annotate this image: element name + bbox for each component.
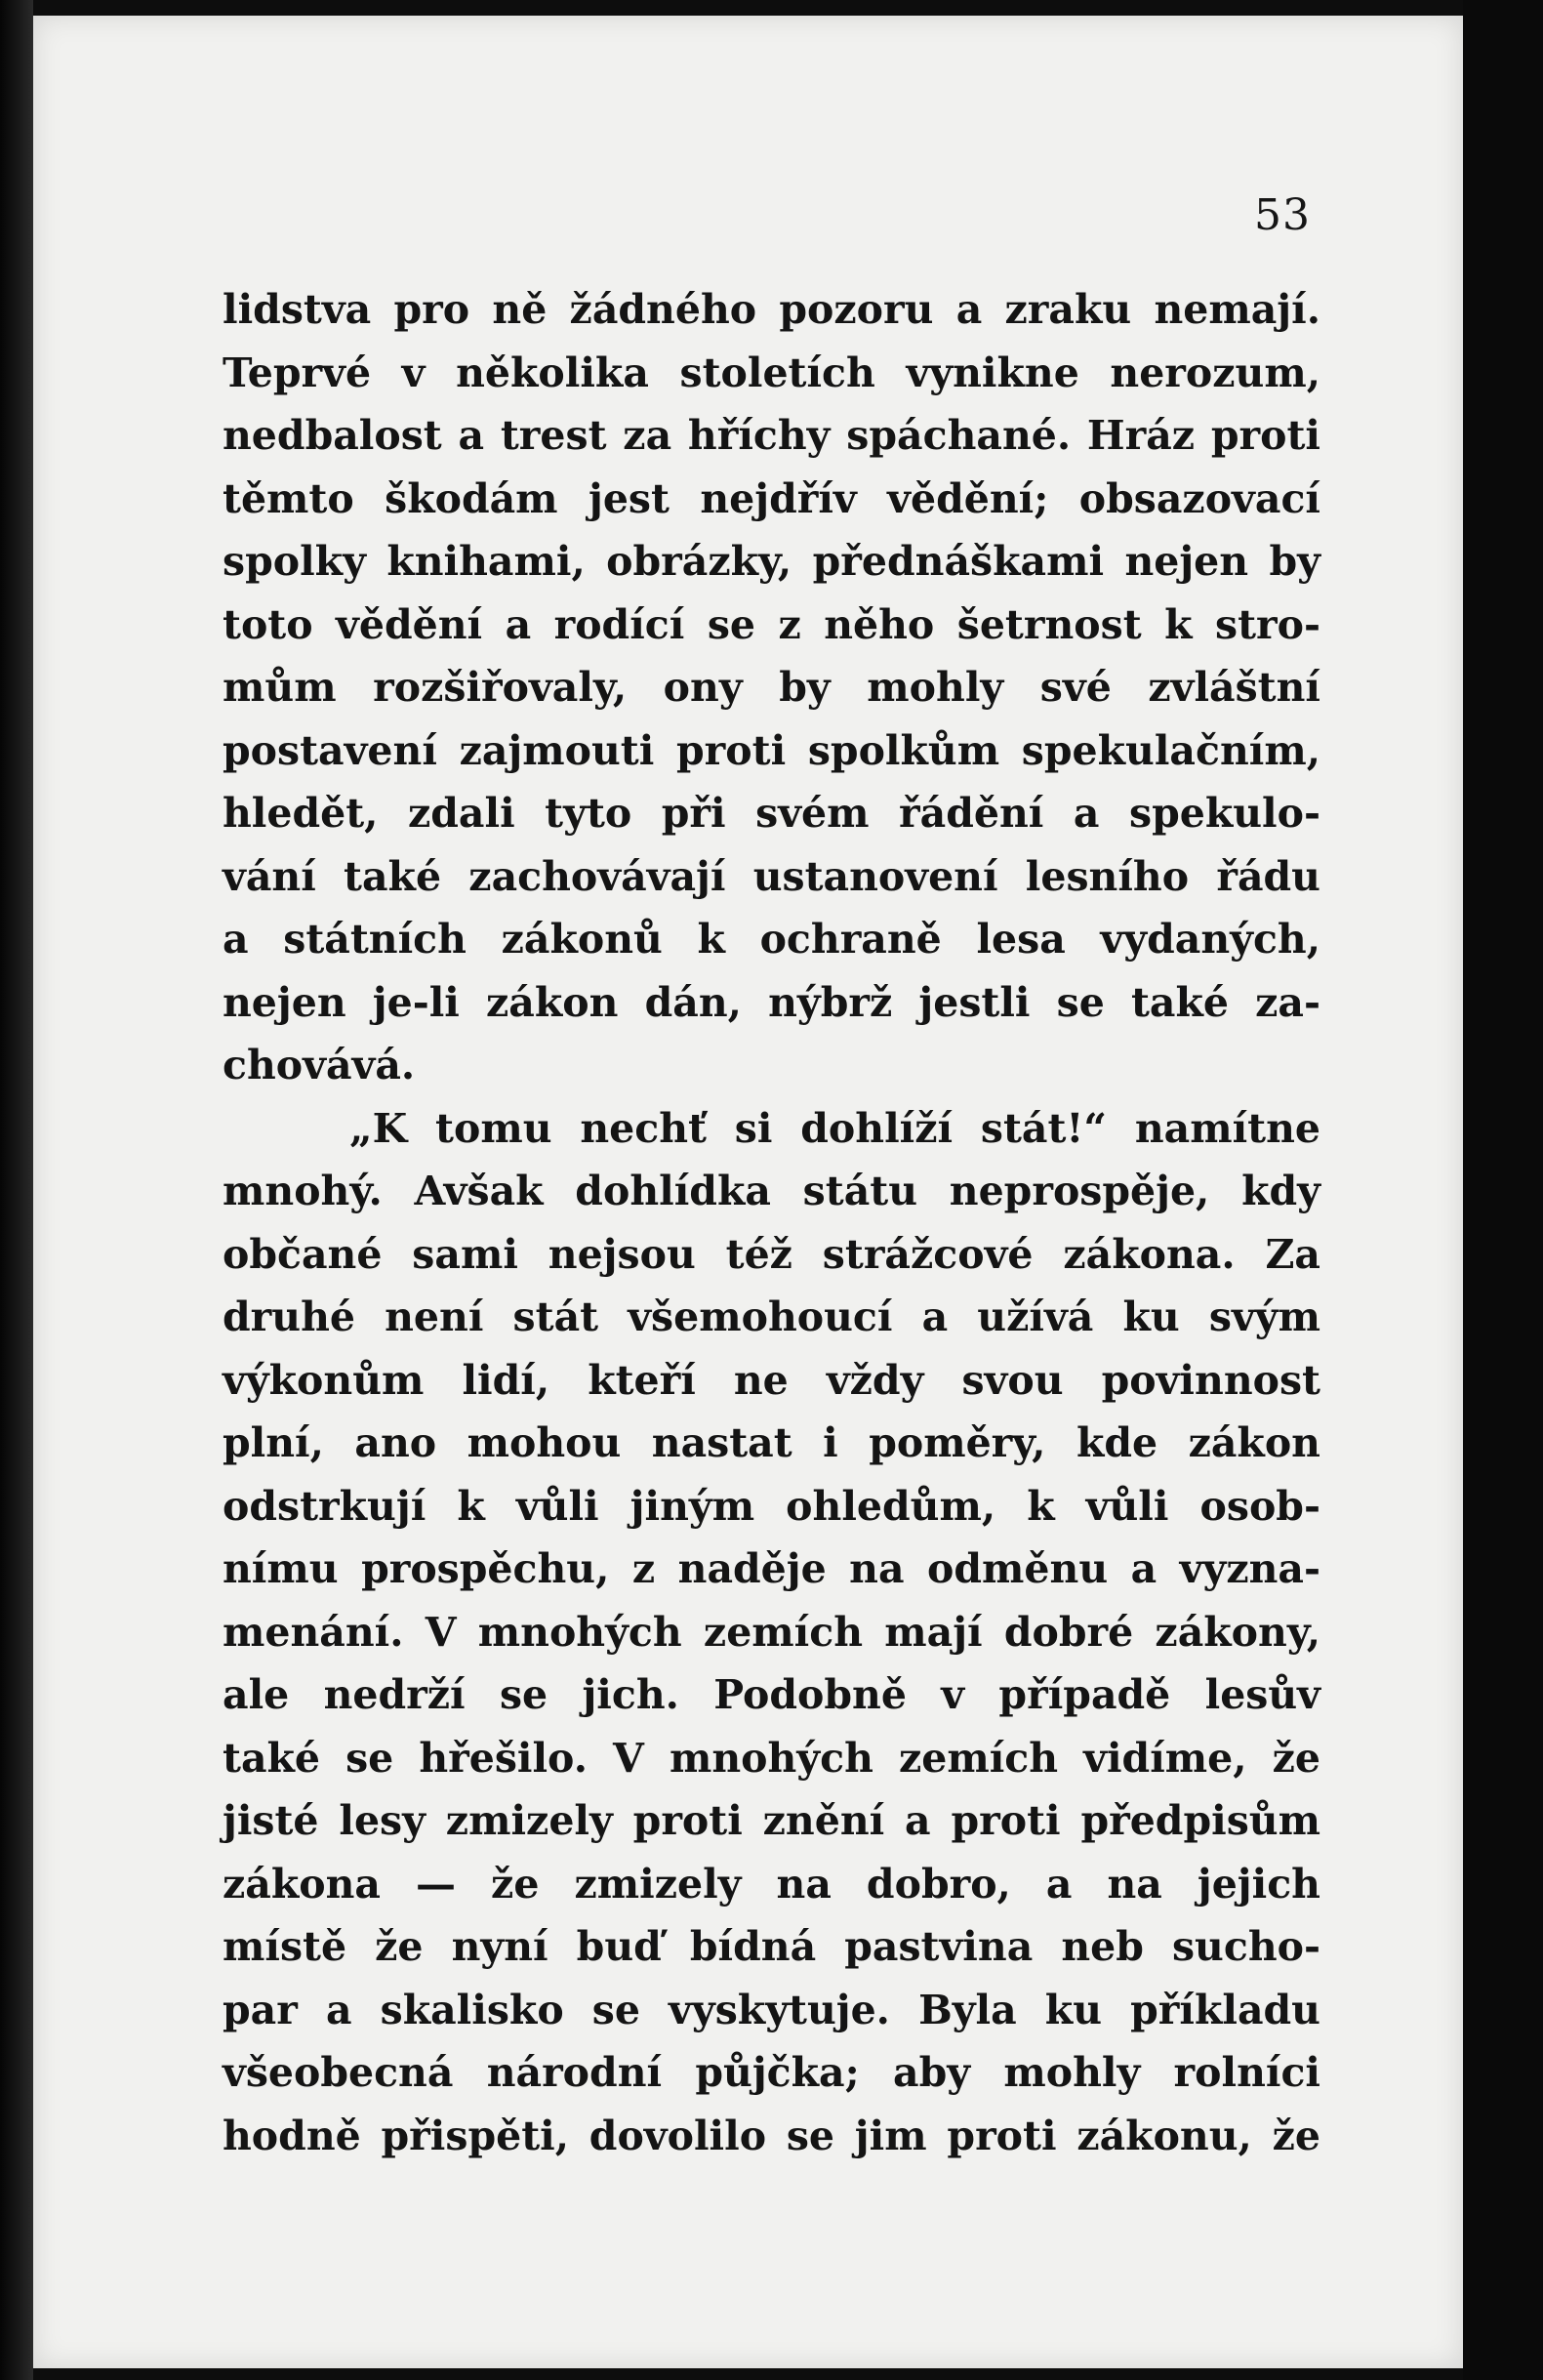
text-line: a státních zákonů k ochraně lesa vydaných, xyxy=(223,916,1320,963)
text-line: ale nedrží se jich. Podobně v případě lesův xyxy=(223,1671,1320,1718)
text-line: všeobecná národní půjčka; aby mohly rolníci xyxy=(223,2049,1320,2096)
text-line: místě že nyní buď bídná pastvina neb sucho- xyxy=(223,1923,1320,1970)
text-line: chovává. xyxy=(223,1042,416,1088)
text-line: toto vědění a rodící se z něho šetrnost k stro- xyxy=(223,600,1320,648)
text-line: zákona — že zmizely na dobro, a na jejich xyxy=(223,1860,1320,1908)
text-line: jisté lesy zmizely proti znění a proti předpisům xyxy=(223,1797,1320,1844)
text-line: nímu prospěchu, z naděje na odměnu a vyzna- xyxy=(223,1545,1320,1592)
text-line: lidstva pro ně žádného pozoru a zraku nemají. xyxy=(223,286,1320,333)
text-line: vání také zachovávají ustanovení lesního řádu xyxy=(223,852,1320,900)
text-line: odstrkují k vůli jiným ohledům, k vůli osob- xyxy=(223,1482,1320,1530)
text-line: Teprvé v několika stoletích vynikne nerozum, xyxy=(223,349,1320,396)
page-number: 53 xyxy=(1254,190,1311,240)
text-line: občané sami nejsou též strážcové zákona. Za xyxy=(223,1230,1320,1278)
text-line: také se hřešilo. V mnohých zemích vidíme, že xyxy=(223,1734,1320,1782)
scan-right-edge xyxy=(1463,0,1543,2380)
text-line: spolky knihami, obrázky, přednáškami nejen by xyxy=(223,538,1320,585)
text-line: mům rozšiřovaly, ony by mohly své zvláštní xyxy=(223,664,1320,711)
text-line: plní, ano mohou nastat i poměry, kde zákon xyxy=(223,1419,1320,1466)
scan-left-edge xyxy=(0,0,33,2380)
text-line: menání. V mnohých zemích mají dobré zákony, xyxy=(223,1608,1320,1656)
text-line: nedbalost a trest za hříchy spáchané. Hráz proti xyxy=(223,412,1320,459)
text-line: druhé není stát všemohoucí a užívá ku svým xyxy=(223,1293,1320,1340)
text-line: postavení zajmouti proti spolkům spekulačním, xyxy=(223,726,1320,774)
text-line: mnohý. Avšak dohlídka státu neprospěje, kdy xyxy=(223,1168,1320,1214)
text-line: nejen je-li zákon dán, nýbrž jestli se také za- xyxy=(223,978,1320,1026)
text-line: hledět, zdali tyto při svém řádění a spekulo- xyxy=(223,790,1320,837)
text-line: těmto škodám jest nejdřív vědění; obsazovací xyxy=(223,474,1320,522)
text-line: par a skalisko se vyskytuje. Byla ku příkladu xyxy=(223,1986,1320,2033)
text-line: hodně přispěti, dovolilo se jim proti zákonu, že xyxy=(223,2112,1320,2159)
text-line: „K tomu nechť si dohlíží stát!“ namítne xyxy=(349,1104,1320,1152)
text-line: výkonům lidí, kteří ne vždy svou povinnost xyxy=(223,1356,1320,1404)
body-text xyxy=(223,278,1320,2167)
